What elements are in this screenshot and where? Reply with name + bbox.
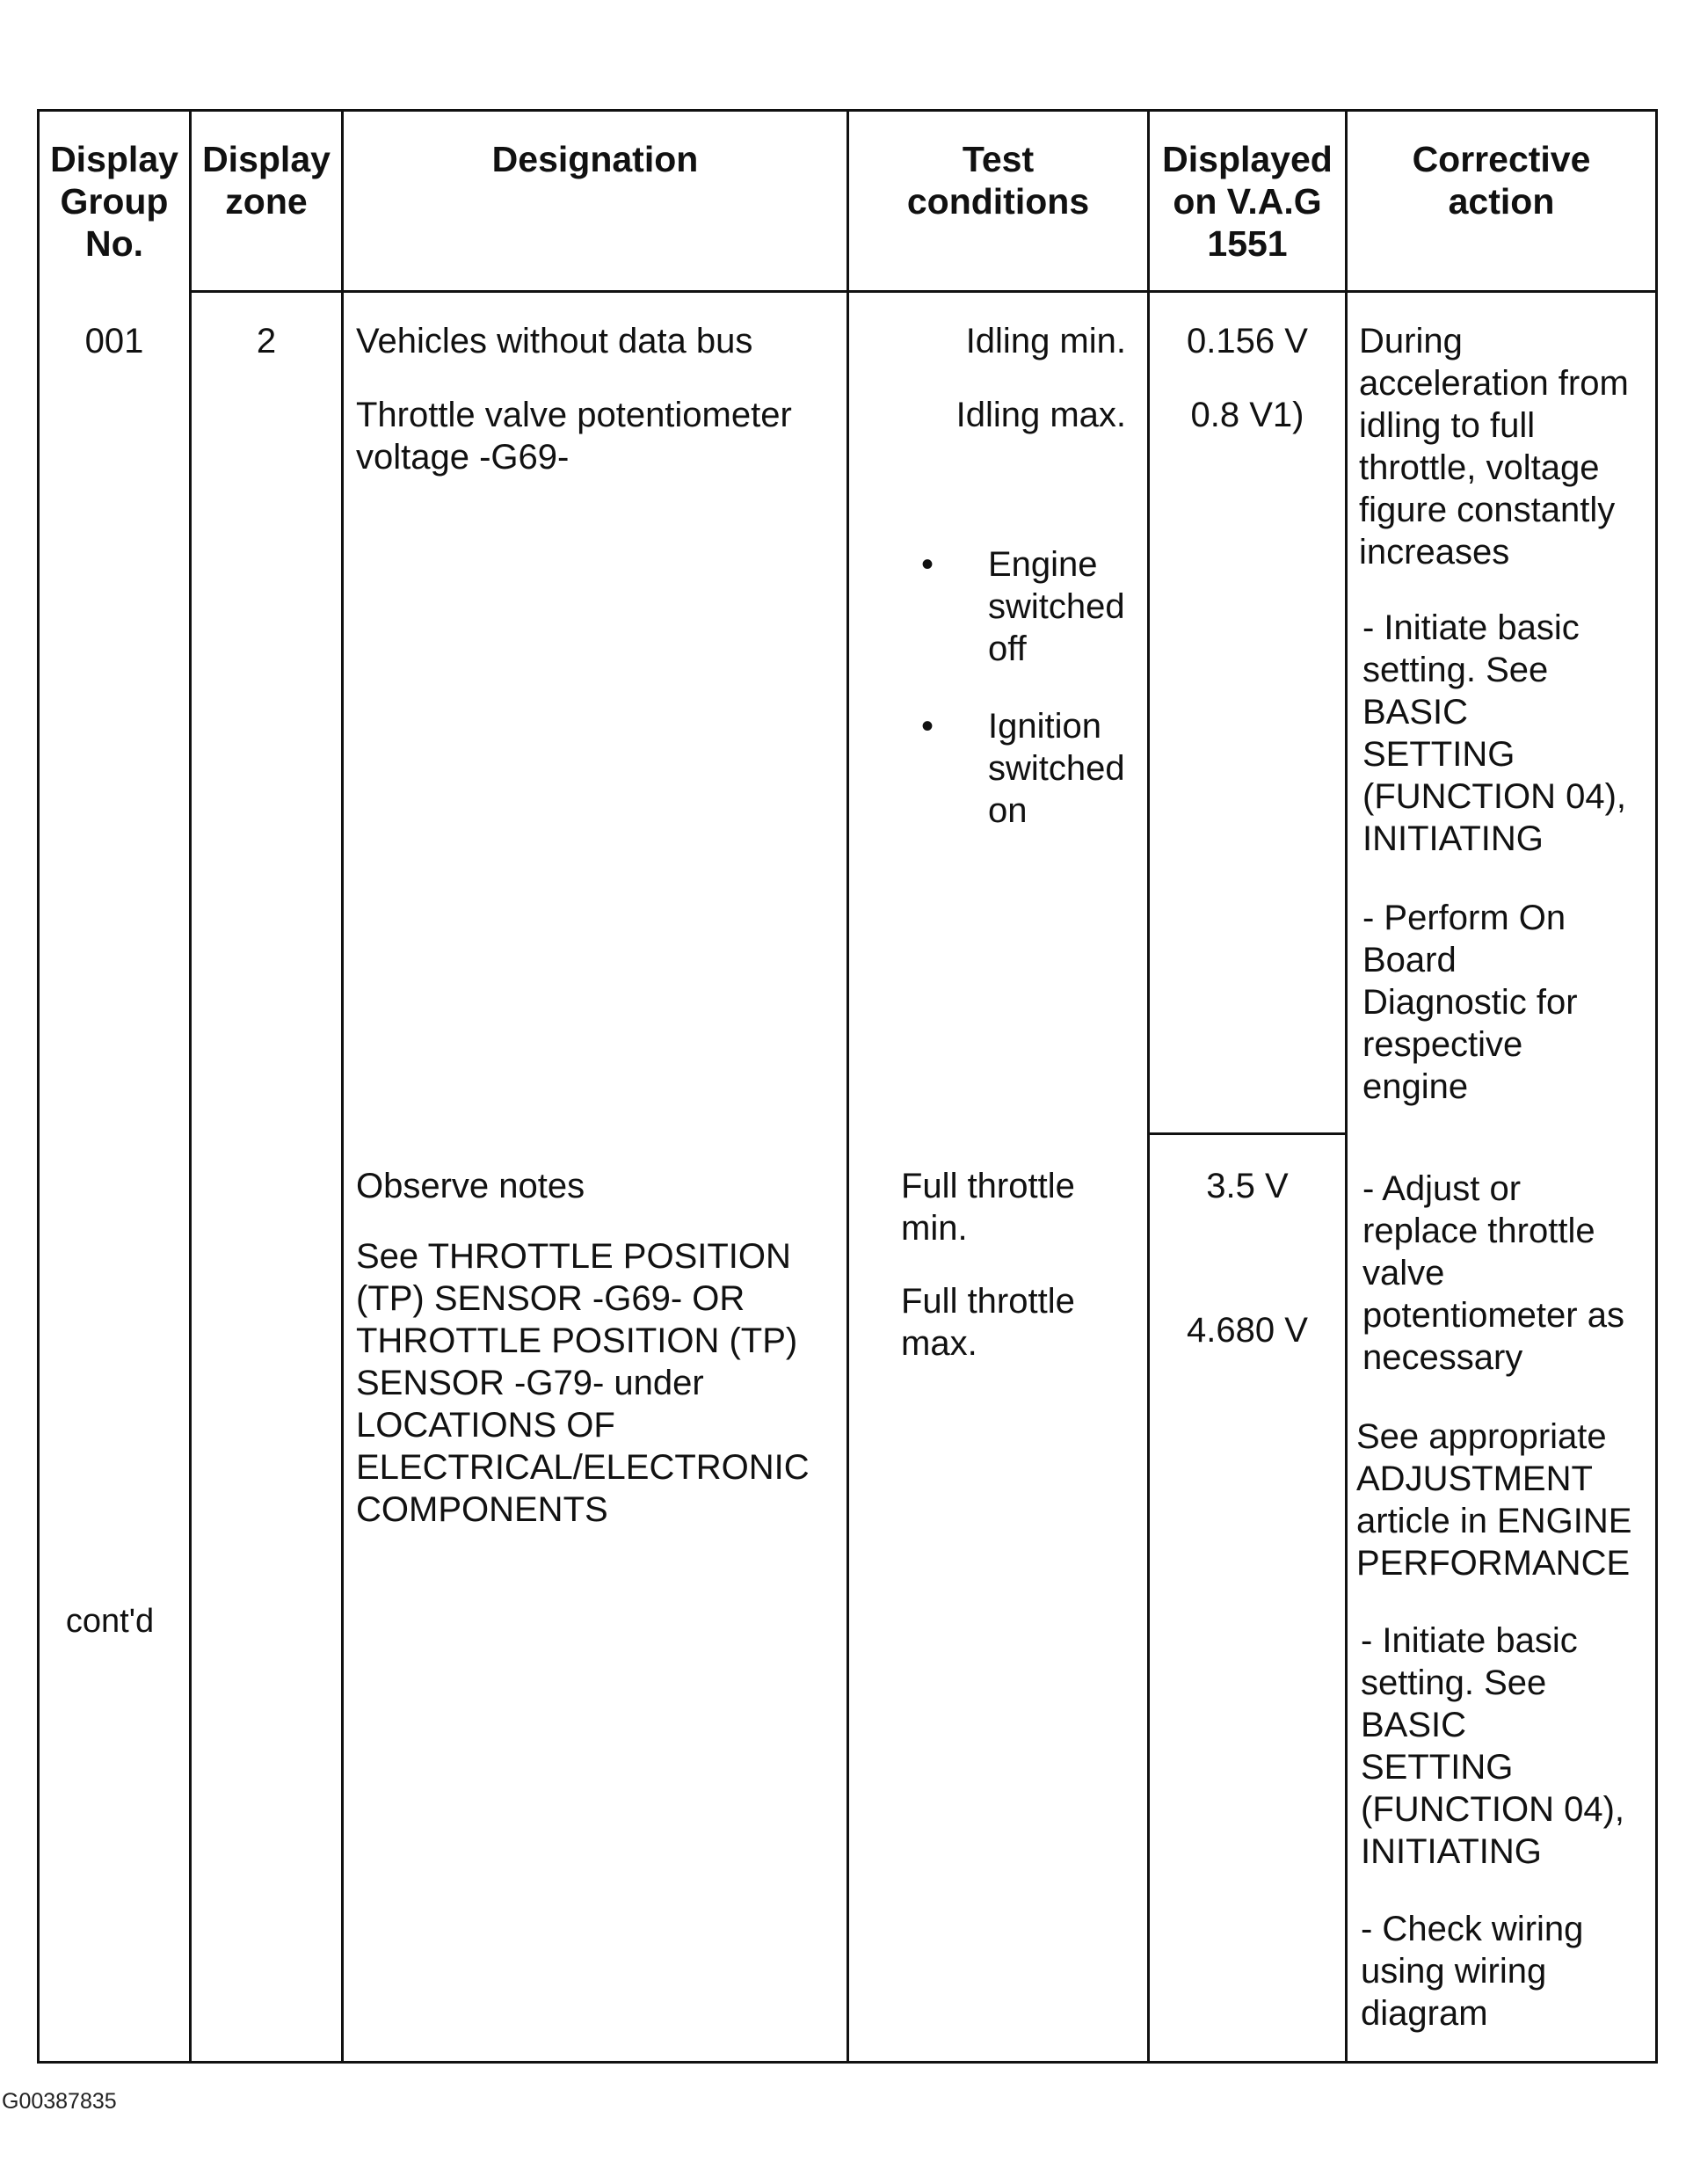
- designation-text: Vehicles without data bus: [356, 322, 753, 360]
- corrective-action-text: See appropriate ADJUSTMENT article in ENGINE PERFORMANCE: [1356, 1417, 1632, 1583]
- designation-text: See THROTTLE POSITION (TP) SENSOR -G69- OR THROTTLE POSITION (TP) SENSOR -G79- under LOCATIONS OF ELECTRICAL/ELECTRONIC COMPONENTS: [356, 1237, 810, 1529]
- test-condition: Full throttle min.: [901, 1167, 1075, 1248]
- test-condition: Idling max.: [955, 396, 1126, 434]
- corrective-action-text: - Perform On Board Diagnostic for respective engine: [1362, 899, 1578, 1106]
- test-condition: Engine switched off: [988, 545, 1125, 668]
- designation-text: Observe notes: [356, 1167, 585, 1205]
- value-separator: [1147, 1132, 1348, 1135]
- continued-label: cont'd: [65, 1603, 155, 1640]
- header-designation: Designation: [491, 139, 699, 179]
- header-display-zone: Display zone: [202, 139, 331, 222]
- header-display-group-no: Display Group No.: [50, 139, 178, 264]
- header-separator: [189, 290, 1658, 293]
- displayed-value: 3.5 V: [1206, 1167, 1289, 1205]
- corrective-action-text: - Initiate basic setting. See BASIC SETTING (FUNCTION 04), INITIATING: [1361, 1621, 1624, 1871]
- column-divider: [1345, 109, 1348, 2064]
- test-condition: Ignition switched on: [988, 707, 1125, 830]
- corrective-action-text: - Initiate basic setting. See BASIC SETTING (FUNCTION 04), INITIATING: [1362, 608, 1626, 858]
- corrective-action-text: - Check wiring using wiring diagram: [1361, 1910, 1584, 2033]
- displayed-value: 4.680 V: [1187, 1311, 1308, 1350]
- displayed-value: 0.156 V: [1187, 322, 1308, 360]
- displayed-value: 0.8 V1): [1190, 396, 1304, 434]
- corrective-action-text: - Adjust or replace throttle valve potentiometer as necessary: [1362, 1169, 1624, 1377]
- display-group-value: 001: [84, 322, 144, 360]
- test-condition: Full throttle max.: [901, 1282, 1075, 1363]
- header-test-conditions: Test conditions: [906, 139, 1090, 222]
- bullet-icon: •: [921, 545, 934, 584]
- header-corrective-action: Corrective action: [1412, 139, 1591, 222]
- display-zone-value: 2: [256, 322, 277, 360]
- column-divider: [341, 109, 344, 2064]
- column-divider: [189, 109, 192, 2064]
- bullet-icon: •: [921, 707, 934, 746]
- header-displayed-on: Displayed on V.A.G 1551: [1162, 139, 1333, 264]
- designation-text: Throttle valve potentiometer voltage -G69-: [356, 396, 792, 477]
- figure-code: G00387835: [2, 2089, 117, 2114]
- corrective-action-text: During acceleration from idling to full throttle, voltage figure constantly increases: [1359, 322, 1629, 571]
- test-condition: Idling min.: [965, 322, 1126, 360]
